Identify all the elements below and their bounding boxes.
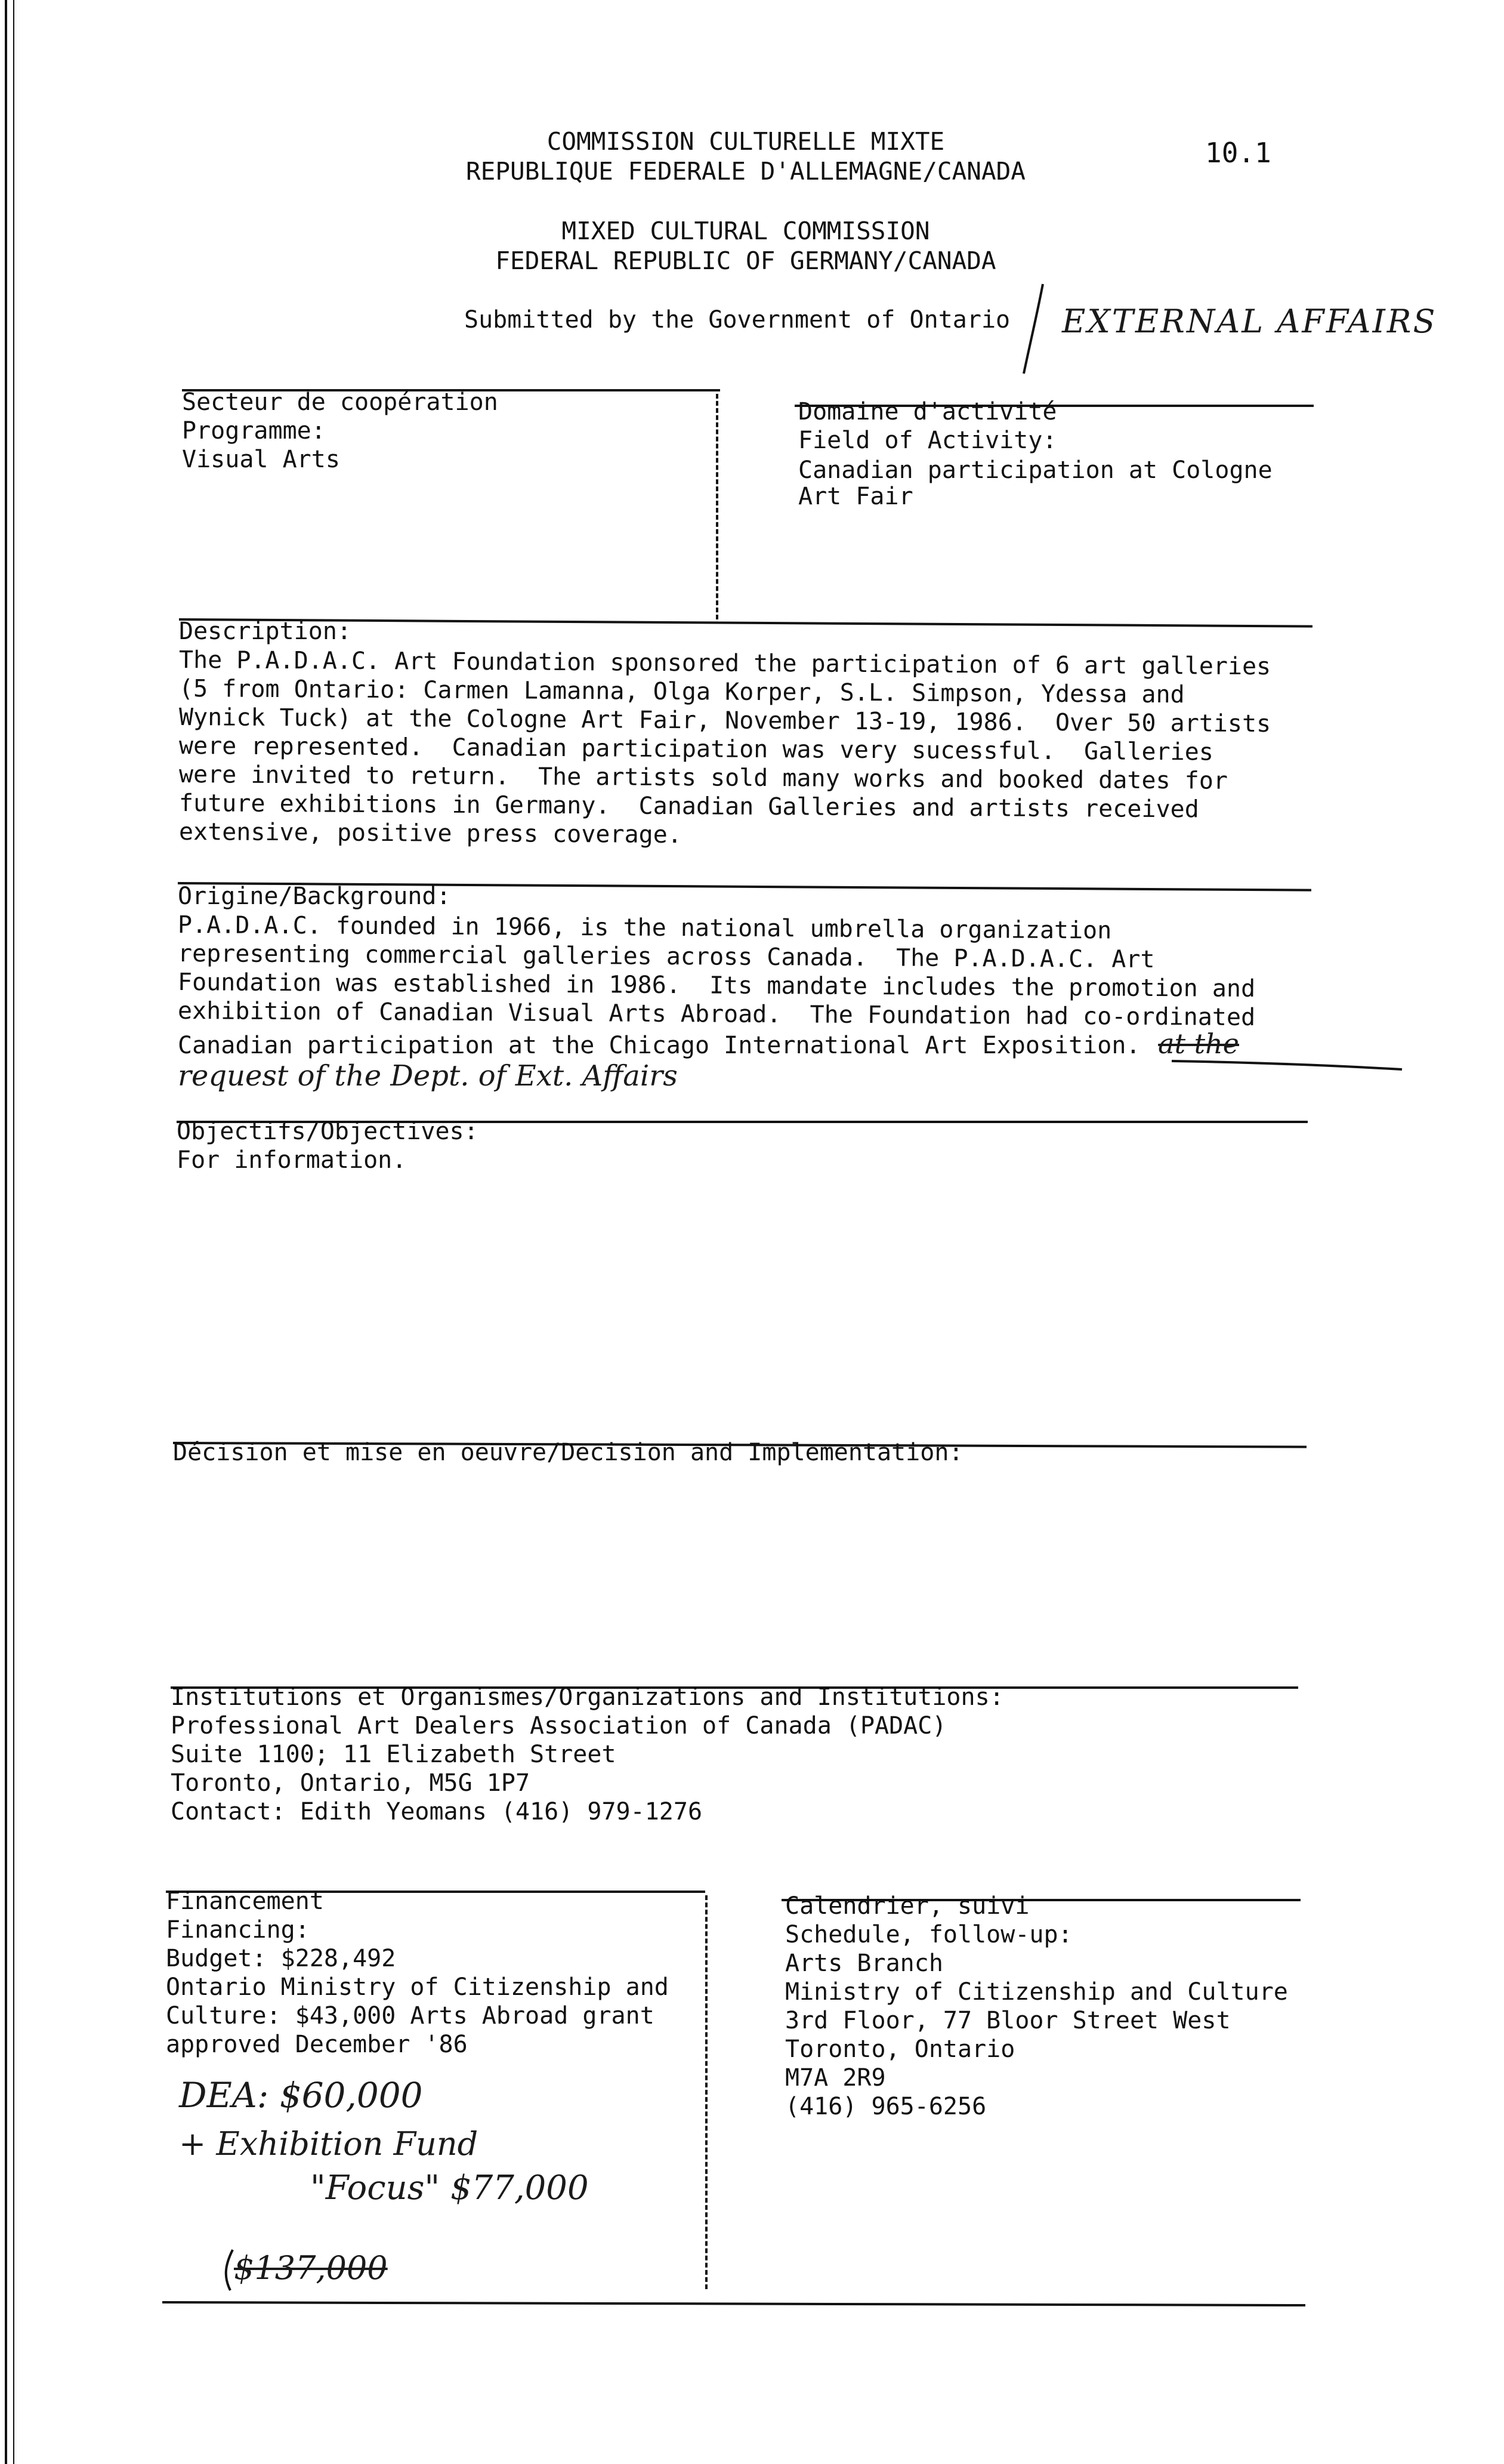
background-label: Origine/Background: [178, 883, 451, 910]
decision-label: Décision et mise en oeuvre/Decision and Implementation: [173, 1439, 963, 1466]
handwritten-slash-mark [1013, 279, 1049, 381]
field-value-line1: Canadian participation at Cologne [798, 457, 1273, 484]
description-label: Description: [179, 618, 351, 645]
background-section [178, 882, 1311, 1094]
description-line: extensive, positive press coverage. [178, 818, 682, 849]
objectives-label: Objectifs/Objectives: [177, 1118, 478, 1145]
header-en-line2: FEDERAL REPUBLIC OF GERMANY/CANADA [495, 246, 996, 275]
handwritten-strike-at-the: at the [1158, 1028, 1240, 1060]
programme-label: Programme: [182, 417, 326, 445]
financing-section-label: Financement [166, 1888, 324, 1915]
schedule-line: Toronto, Ontario [785, 2036, 1015, 2063]
description-line: The P.A.D.A.C. Art Foundation sponsored the participation of 6 art galleries [178, 646, 1271, 681]
institutions-line: Professional Art Dealers Association of Canada (PADAC) [171, 1712, 947, 1740]
handwritten-focus-amount: "Focus" $77,000 [310, 2169, 589, 2207]
handwritten-struck-total: $137,000 [234, 2249, 388, 2287]
institutions-section [171, 1683, 1004, 1826]
handwritten-bracket-mark [215, 2246, 239, 2294]
field-label: Field of Activity: [798, 427, 1057, 454]
background-line: Foundation was established in 1986. Its mandate includes the promotion and [177, 969, 1256, 1003]
schedule-label: Schedule, follow-up: [785, 1921, 1073, 1948]
field-section-label: Domaine d'activité [798, 398, 1057, 425]
handwritten-exhibition-fund: + Exhibition Fund [179, 2125, 478, 2163]
programme-section-label: Secteur de coopération [182, 388, 498, 416]
financing-line: approved December '86 [166, 2031, 468, 2058]
left-binding-edge-inner [13, 0, 14, 2464]
schedule-section [785, 1892, 1288, 2121]
schedule-line: Ministry of Citizenship and Culture [785, 1978, 1288, 2006]
institutions-line: Contact: Edith Yeomans (416) 979-1276 [171, 1798, 703, 1825]
financing-line: Culture: $43,000 Arts Abroad grant [166, 2002, 654, 2030]
header-fr-line1: COMMISSION CULTURELLE MIXTE [546, 127, 945, 156]
handwritten-request-line: request of the Dept. of Ext. Affairs [178, 1059, 678, 1093]
institutions-line: Suite 1100; 11 Elizabeth Street [171, 1741, 616, 1768]
schedule-line: (416) 965-6256 [785, 2093, 987, 2120]
submitted-by: Submitted by the Government of Ontario [464, 306, 1011, 334]
header-fr-line2: REPUBLIQUE FEDERALE D'ALLEMAGNE/CANADA [466, 157, 1026, 186]
programme-value: Visual Arts [182, 446, 340, 473]
document-reference: 10.1 [1205, 137, 1271, 169]
description-line: future exhibitions in Germany. Canadian Galleries and artists received [178, 790, 1199, 824]
description-line: (5 from Ontario: Carmen Lamanna, Olga Korper, S.L. Simpson, Ydessa and [178, 675, 1185, 709]
description-line: Wynick Tuck) at the Cologne Art Fair, November 13-19, 1986. Over 50 artists [178, 704, 1271, 738]
background-line: representing commercial galleries across Canada. The P.A.D.A.C. Art [177, 940, 1155, 974]
institutions-line: Toronto, Ontario, M5G 1P7 [171, 1769, 530, 1797]
financing-line: Budget: $228,492 [166, 1945, 396, 1972]
handwritten-dea-amount: DEA: $60,000 [179, 2075, 423, 2115]
financing-line: Ontario Ministry of Citizenship and [166, 1973, 669, 2001]
financing-schedule-divider [705, 1895, 708, 2289]
header-en-line1: MIXED CULTURAL COMMISSION [561, 217, 930, 245]
field-value-line2: Art Fair [798, 483, 913, 510]
schedule-line: Arts Branch [785, 1950, 943, 1977]
description-line: were represented. Canadian participation was very sucessful. Galleries [178, 732, 1214, 766]
background-line: Canadian participation at the Chicago International Art Exposition. [178, 1032, 1141, 1059]
background-line: exhibition of Canadian Visual Arts Abroad. The Foundation had co-ordinated [177, 997, 1256, 1032]
background-line: P.A.D.A.C. founded in 1966, is the national umbrella organization [177, 911, 1112, 945]
institutions-label: Institutions et Organismes/Organizations and Institutions: [171, 1683, 1004, 1711]
description-section [178, 617, 1312, 849]
schedule-line: M7A 2R9 [785, 2064, 886, 2092]
schedule-section-label: Calendrier, suivi [785, 1892, 1030, 1920]
programme-field-divider [716, 394, 718, 619]
financing-label: Financing: [166, 1916, 310, 1944]
objectives-value: For information. [177, 1146, 407, 1174]
schedule-line: 3rd Floor, 77 Bloor Street West [785, 2007, 1231, 2034]
handwritten-underline-stroke [1169, 1056, 1408, 1080]
handwritten-external-affairs: EXTERNAL AFFAIRS [1062, 303, 1437, 340]
description-line: were invited to return. The artists sold many works and booked dates for [178, 761, 1228, 795]
left-binding-edge [5, 0, 7, 2464]
financing-section [166, 1887, 669, 2059]
financing-bottom-rule [162, 2301, 1305, 2306]
